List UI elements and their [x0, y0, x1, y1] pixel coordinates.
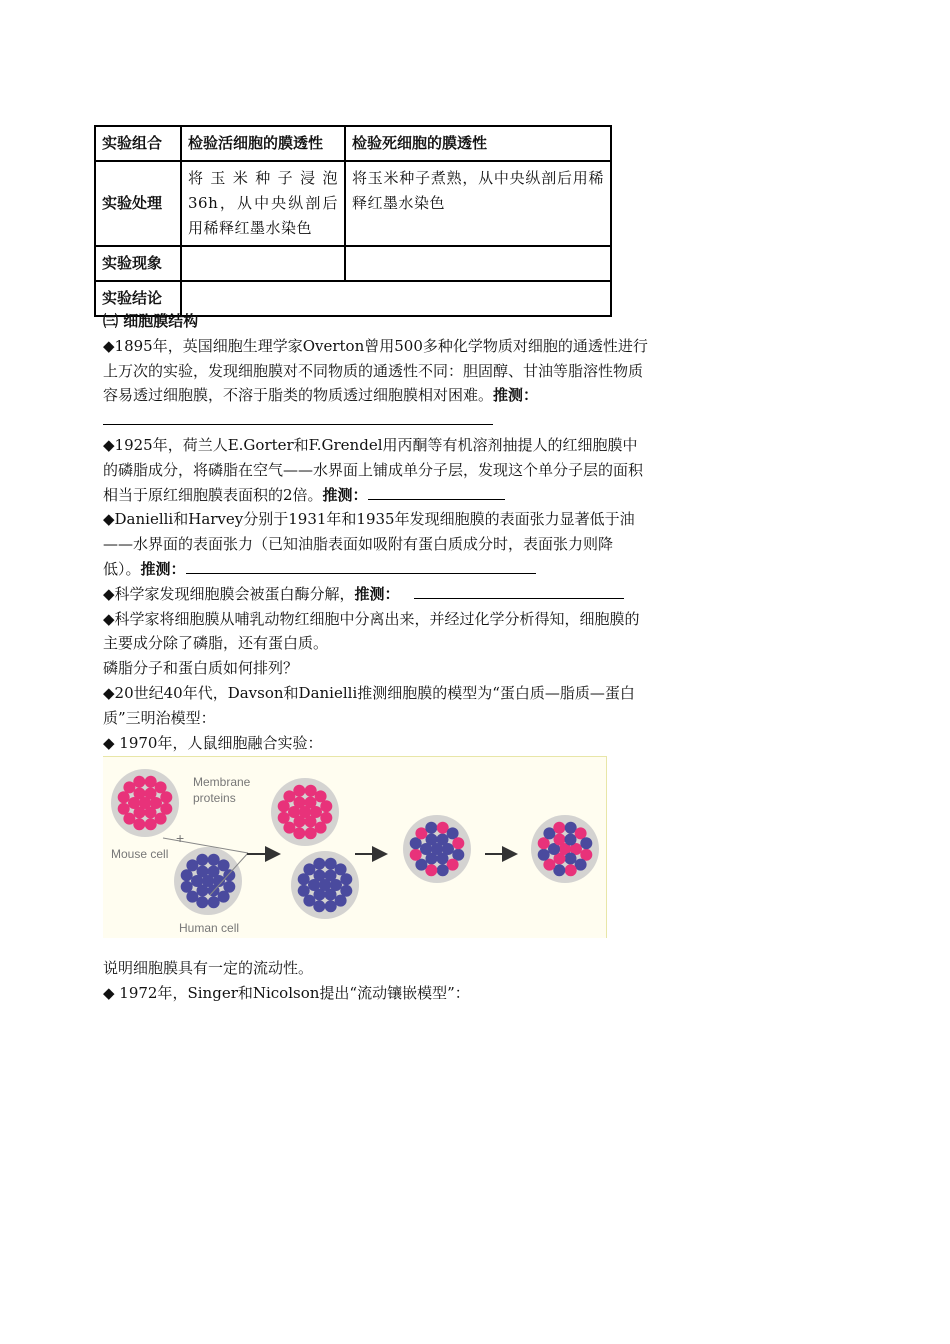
paragraph-text: ◆科学家发现细胞膜会被蛋白酶分解，: [103, 584, 355, 603]
fusing-mouse-cell: [271, 778, 339, 846]
table-header-cell: 检验死细胞的膜透性: [345, 126, 611, 161]
membrane-protein: [145, 818, 157, 830]
fusing-human-cell: [291, 851, 359, 919]
row-label: 实验处理: [95, 161, 181, 246]
membrane-protein: [452, 837, 464, 849]
membrane-protein: [305, 797, 317, 809]
paragraph-text: ◆Danielli和Harvey分别于1931年和1935年发现细胞膜的表面张力显著低于油——水界面的表面张力（已知油脂表面如吸附有蛋白质成分时，表面张力则降低）。: [103, 510, 635, 578]
membrane-label: Membrane: [193, 775, 251, 789]
membrane-protein: [538, 849, 550, 861]
membrane-protein: [145, 788, 157, 800]
membrane-protein: [437, 864, 449, 876]
guess-label: 推测：: [493, 386, 539, 405]
membrane-protein: [181, 881, 193, 893]
table-header-cell: 实验组合: [95, 126, 181, 161]
table-header-row: [95, 126, 611, 161]
section-title: ㈢ 细胞膜结构: [103, 312, 199, 330]
membrane-protein: [196, 854, 208, 866]
membrane-protein: [425, 822, 437, 834]
membrane-protein: [134, 788, 146, 800]
table-cell: 将玉米种子浸泡36h，从中央纵剖后用稀释红墨水染色: [181, 161, 345, 246]
row-label: 实验现象: [95, 246, 181, 281]
membrane-protein: [305, 827, 317, 839]
membrane-protein: [554, 834, 566, 846]
paragraph-sandwich-model: ◆20世纪40年代，Davson和Danielli推测细胞膜的模型为“蛋白质—脂质—蛋白质”三明治模型：: [103, 683, 635, 727]
section-body: [103, 309, 648, 755]
cell-fusion-diagram: [103, 757, 606, 938]
paragraph-text: ◆1895年，英国细胞生理学家Overton曾用500多种化学物质对细胞的通透性进行上万次的实验，发现细胞膜对不同物质的通透性不同：胆固醇、甘油等脂溶性物质容易透过细胞膜，不溶于脂类的物质透过细胞膜相对困难。: [103, 336, 648, 405]
fluidity-conclusion: 说明细胞膜具有一定的流动性。: [103, 959, 314, 977]
membrane-protein: [278, 812, 290, 824]
cell-fusion-figure: [103, 756, 607, 938]
answer-blank[interactable]: [103, 408, 493, 425]
table-row: [95, 246, 611, 281]
proteins-label: proteins: [193, 791, 236, 805]
row-label: 实验结论: [95, 281, 181, 316]
paragraph-protease: [103, 582, 648, 607]
after-figure-text: [103, 956, 648, 1006]
membrane-protein: [325, 870, 337, 882]
paragraph-1972: ◆ 1972年，Singer和Nicolson提出“流动镶嵌模型”：: [103, 983, 470, 1002]
paragraph-danielli: [103, 507, 648, 581]
answer-blank[interactable]: [186, 557, 536, 574]
membrane-protein: [313, 858, 325, 870]
membrane-protein: [410, 849, 422, 861]
membrane-protein: [565, 834, 577, 846]
answer-blank[interactable]: [368, 483, 505, 500]
paragraph-text: ◆1925年，荷兰人E.Gorter和F.Grendel用丙酮等有机溶剂抽提人的红细胞膜中的磷脂成分，将磷脂在空气——水界面上铺成单分子层，发现这个单分子层的面积相当于原红细胞膜表面积的2倍。: [103, 435, 644, 504]
membrane-protein: [320, 800, 332, 812]
mixed-heterokaryon-cell: [531, 815, 599, 883]
membrane-protein: [294, 797, 306, 809]
paragraph-question: 磷脂分子和蛋白质如何排列？: [103, 659, 299, 678]
table-header-cell: 检验活细胞的膜透性: [181, 126, 345, 161]
paragraph-1925: [103, 433, 648, 507]
membrane-protein: [145, 807, 157, 819]
membrane-protein: [426, 834, 438, 846]
experiment-table: [94, 125, 612, 317]
answer-blank[interactable]: [414, 582, 624, 599]
membrane-protein: [314, 870, 326, 882]
membrane-protein: [580, 837, 592, 849]
table-cell: [345, 246, 611, 281]
membrane-protein: [160, 791, 172, 803]
guess-label: 推测：: [140, 559, 186, 578]
heterokaryon-cell: [403, 815, 471, 883]
membrane-protein: [197, 866, 209, 878]
table-row: [95, 161, 611, 246]
membrane-protein: [293, 785, 305, 797]
paragraph-separation: ◆科学家将细胞膜从哺乳动物红细胞中分离出来，并经过化学分析得知，细胞膜的主要成分除了磷脂，还有蛋白质。: [103, 609, 640, 653]
human-cell-label: Human cell: [179, 921, 240, 935]
table-cell: 将玉米种子煮熟，从中央纵剖后用稀释红墨水染色: [345, 161, 611, 246]
membrane-protein: [298, 885, 310, 897]
membrane-protein: [553, 822, 565, 834]
membrane-protein: [437, 853, 449, 865]
membrane-protein: [118, 803, 130, 815]
human-cell: [174, 847, 242, 915]
plus-sign: +: [176, 830, 185, 846]
paragraph-1970: ◆ 1970年，人鼠细胞融合实验：: [103, 733, 323, 752]
membrane-protein: [340, 873, 352, 885]
membrane-protein: [208, 896, 220, 908]
membrane-protein: [208, 866, 220, 878]
membrane-protein: [223, 869, 235, 881]
membrane-protein: [325, 889, 337, 901]
guess-label: 推测：: [354, 584, 400, 603]
membrane-protein: [437, 834, 449, 846]
membrane-protein: [305, 816, 317, 828]
mouse-cell-label: Mouse cell: [111, 847, 169, 861]
membrane-protein: [325, 900, 337, 912]
membrane-protein: [565, 853, 577, 865]
membrane-protein: [565, 864, 577, 876]
mouse-cell: [111, 769, 179, 837]
guess-label: 推测：: [322, 485, 368, 504]
table-cell: [181, 246, 345, 281]
membrane-protein: [133, 776, 145, 788]
paragraph-1895: [103, 334, 648, 433]
